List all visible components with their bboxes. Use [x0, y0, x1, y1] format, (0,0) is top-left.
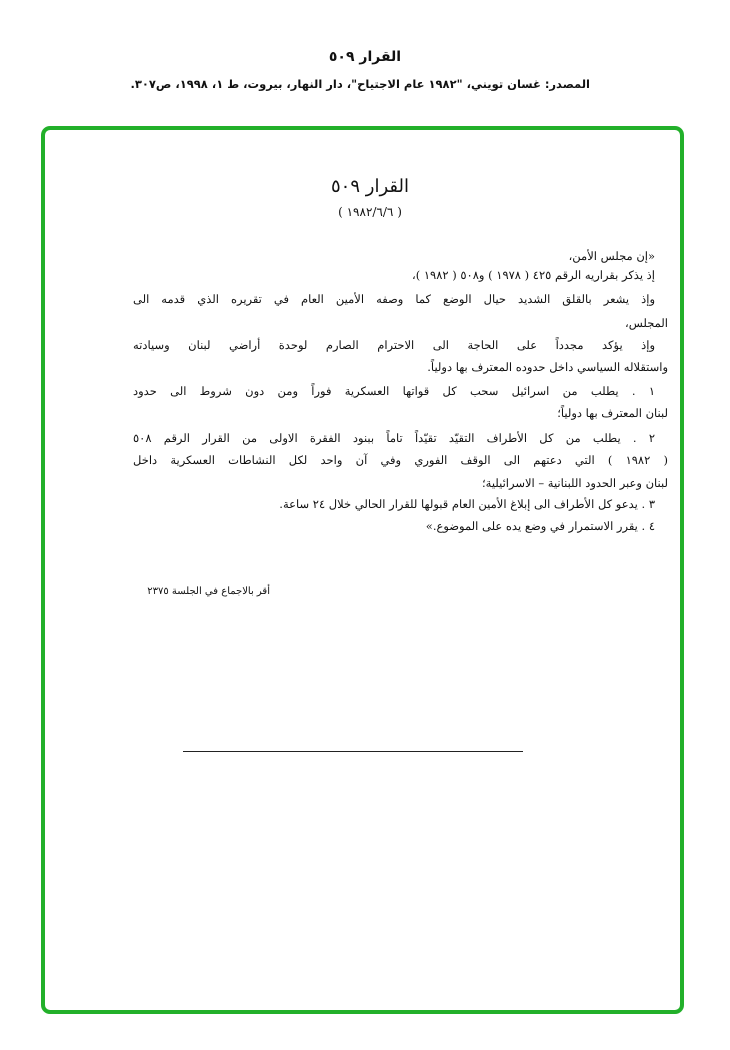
body-line: ٤ . يقرر الاستمرار في وضع يده على الموضوع.» — [425, 519, 655, 533]
document-title: القرار ٥٠٩ — [331, 176, 409, 197]
body-line: وإذ يؤكد مجدداً على الحاجة الى الاحترام الصارم لوحدة أراضي لبنان وسيادته — [133, 338, 655, 352]
body-line: لبنان المعترف بها دولياً؛ — [557, 406, 668, 420]
body-line: إذ يذكر بقراريه الرقم ٤٢٥ ( ١٩٧٨ ) و٥٠٨ ( ١٩٨٢ )، — [411, 268, 655, 282]
body-line: ٣ . يدعو كل الأطراف الى إبلاغ الأمين العام قبولها للقرار الحالي خلال ٢٤ ساعة. — [279, 497, 655, 511]
body-line: لبنان وعبر الحدود اللبنانية – الاسرائيلية؛ — [482, 476, 668, 490]
adoption-note: أقر بالاجماع في الجلسة ٢٣٧٥ — [147, 586, 270, 597]
body-line: ١ . يطلب من اسرائيل سحب كل قواتها العسكرية فوراً ومن دون شروط الى حدود — [133, 384, 655, 398]
footnote-divider — [183, 751, 523, 752]
body-line: «إن مجلس الأمن، — [568, 249, 655, 263]
body-line: واستقلاله السياسي داخل حدوده المعترف بها دولياً. — [427, 360, 668, 374]
body-line: ( ١٩٨٢ ) التي دعتهم الى الوقف الفوري وفي آن واحد لكل النشاطات العسكرية داخل — [133, 453, 668, 467]
header-title: القرار ٥٠٩ — [328, 49, 402, 65]
document-date: ( ١٩٨٢/٦/٦ ) — [338, 205, 402, 219]
body-line: ٢ . يطلب من كل الأطراف التقيّد تقيّداً تاماً ببنود الفقرة الاولى من القرار الرقم ٥٠٨ — [133, 431, 655, 445]
body-line: المجلس، — [625, 316, 668, 330]
header-source: المصدر: غسان تويني، "١٩٨٢ عام الاجتياح"، دار النهار، بيروت، ط ١، ١٩٩٨، ص٣٠٧. — [130, 77, 590, 91]
body-line: وإذ يشعر بالقلق الشديد حيال الوضع كما وصفه الأمين العام في تقريره الذي قدمه الى — [133, 292, 655, 306]
